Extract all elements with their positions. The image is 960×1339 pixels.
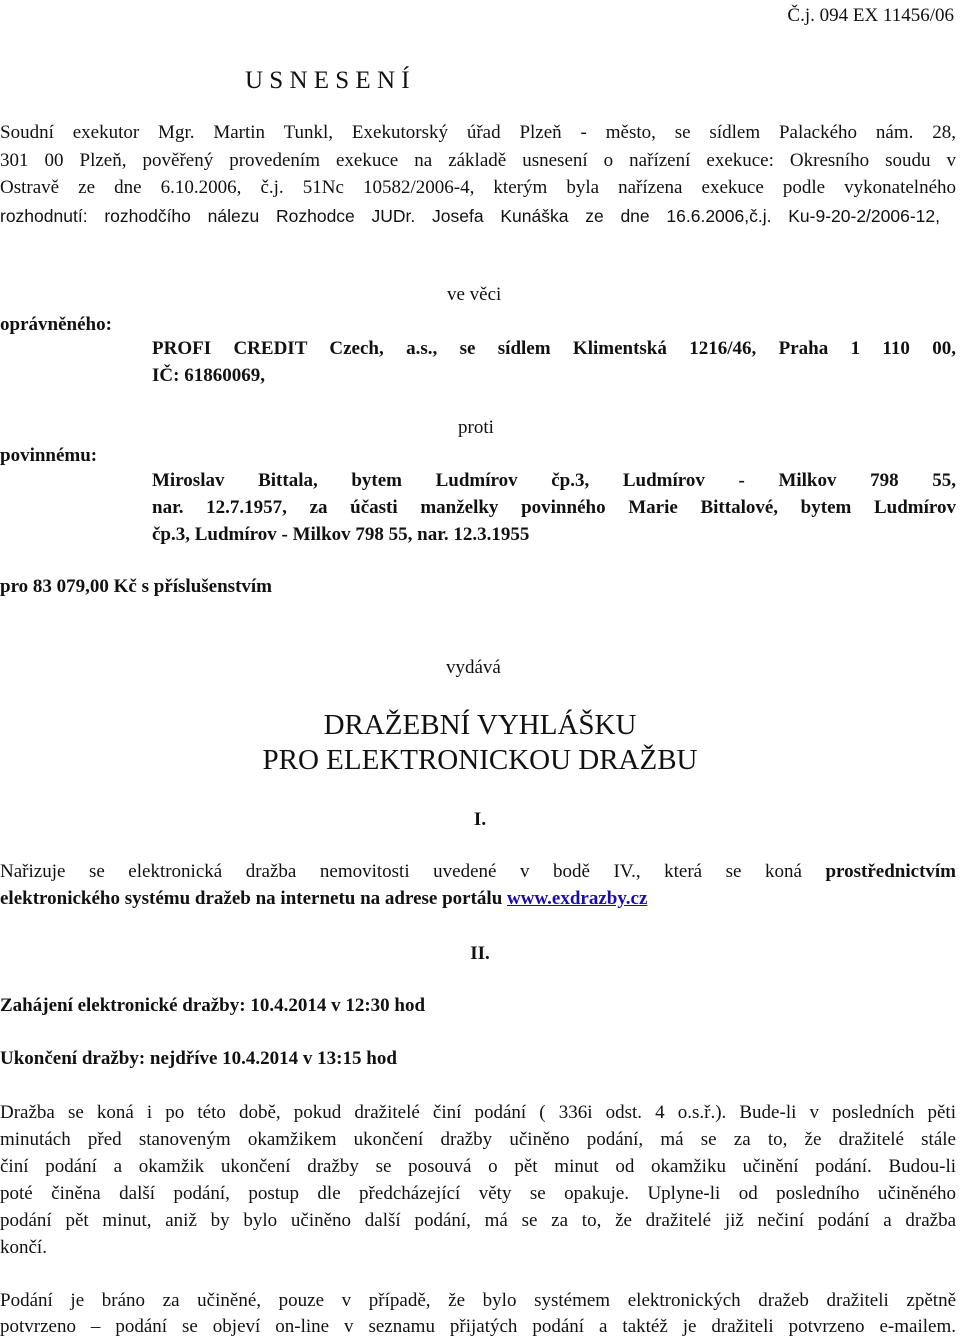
- intro-line: 301 00 Plzeň, pověřený provedením exekuce na základě usnesení o nařízení exekuce: Okresního soudu v: [0, 150, 956, 171]
- creditor-line: IČ: 61860069,: [152, 365, 265, 386]
- rules-line: činí podání a okamžik ukončení dražby se posouvá o pět minut od okamžiku učinění podání. Budou-li: [0, 1156, 956, 1177]
- intro-line: rozhodnutí: rozhodčího nálezu Rozhodce JUDr. Josefa Kunáška ze dne 16.6.2006,č.j. Ku-9-20-2/2006-12,: [0, 206, 940, 226]
- povinny-label: povinnému:: [0, 445, 98, 466]
- rules-line: minutách před stanoveným okamžikem ukončení dražby učiněno podání, má se za to, že dražitelé stále: [0, 1129, 956, 1150]
- rules-line: končí.: [0, 1237, 47, 1258]
- section-1-number: I.: [473, 809, 487, 830]
- intro-line: Ostravě ze dne 6.10.2006, č.j. 51Nc 10582/2006-4, kterým byla nařízena exekuce podle vykonatelného: [0, 177, 956, 198]
- confirmation-line: Podání je bráno za učiněné, pouze v případě, že bylo systémem elektronických dražeb dražiteli zpětně: [0, 1290, 956, 1311]
- rules-line: podání pět minut, aniž by bylo učiněno další podání, má se za to, že dražitelé již nečiní podání a dražba: [0, 1210, 956, 1231]
- section-1-text: Nařizuje se elektronická dražba nemovitosti uvedené v bodě IV., která se koná: [0, 861, 802, 882]
- case-reference: Č.j. 094 EX 11456/06: [787, 5, 954, 26]
- section-2-number: II.: [470, 943, 490, 964]
- debtor-line: Miroslav Bittala, bytem Ludmírov čp.3, Ludmírov - Milkov 798 55,: [152, 470, 956, 491]
- section-1-line: [0, 887, 647, 911]
- auction-start: Zahájení elektronické dražby: 10.4.2014 v 12:30 hod: [0, 995, 426, 1016]
- document-title: U S N E S E N Í: [245, 67, 410, 94]
- main-heading-line-1: DRAŽEBNÍ VYHLÁŠKU: [323, 709, 637, 741]
- opravneny-label: oprávněného:: [0, 314, 112, 335]
- confirmation-line: potvrzeno – podání se objeví on-line v seznamu přijatých podání a taktéž je dražiteli potvrzeno e-mailem.: [0, 1316, 956, 1337]
- portal-link[interactable]: www.exdrazby.cz: [507, 888, 648, 909]
- vydava-label: vydává: [446, 657, 501, 678]
- creditor-line: PROFI CREDIT Czech, a.s., se sídlem Klimentská 1216/46, Praha 1 110 00,: [152, 338, 956, 359]
- intro-line: Soudní exekutor Mgr. Martin Tunkl, Exekutorský úřad Plzeň - město, se sídlem Palackého nám. 28,: [0, 122, 956, 143]
- debtor-line: nar. 12.7.1957, za účasti manželky povinného Marie Bittalové, bytem Ludmírov: [152, 497, 956, 518]
- main-heading-line-2: PRO ELEKTRONICKOU DRAŽBU: [262, 744, 698, 776]
- claim-amount: pro 83 079,00 Kč s příslušenstvím: [0, 576, 273, 597]
- rules-line: poté činěna další podání, postup dle předcházející věty se opakuje. Uplyne-li od posledního učiněného: [0, 1183, 956, 1204]
- rules-line: Dražba se koná i po této době, pokud dražitelé činí podání ( 336i odst. 4 o.s.ř.). Bude-li v posledních pěti: [0, 1102, 956, 1123]
- section-1-line: [0, 860, 956, 884]
- ve-veci-label: ve věci: [447, 284, 502, 305]
- proti-label: proti: [458, 417, 494, 438]
- auction-end: Ukončení dražby: nejdříve 10.4.2014 v 13:15 hod: [0, 1048, 397, 1069]
- section-1-bold-text: prostřednictvím: [825, 861, 957, 882]
- debtor-line: čp.3, Ludmírov - Milkov 798 55, nar. 12.3.1955: [152, 524, 530, 545]
- section-1-bold-text: elektronického systému dražeb na internetu na adrese portálu: [0, 888, 503, 909]
